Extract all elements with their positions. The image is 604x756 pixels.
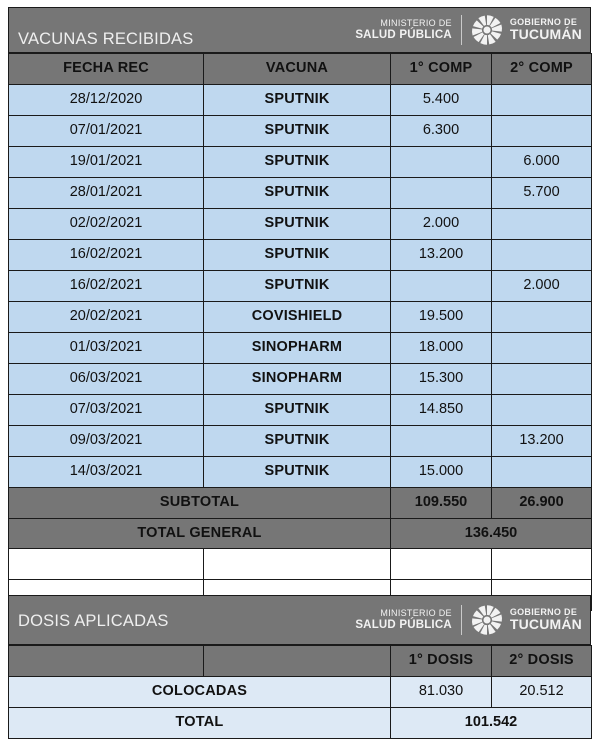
table-row xyxy=(9,209,592,240)
cell-vacuna: SPUTNIK xyxy=(204,209,391,240)
cell-comp1: 15.000 xyxy=(391,457,492,488)
logo-divider xyxy=(461,605,462,635)
cell-vacuna: SPUTNIK xyxy=(204,240,391,271)
table-row xyxy=(9,395,592,426)
cell-vacuna: SPUTNIK xyxy=(204,271,391,302)
cell-comp2 xyxy=(492,457,592,488)
table-row xyxy=(9,457,592,488)
cell-vacuna: SPUTNIK xyxy=(204,395,391,426)
empty-cell xyxy=(492,549,592,580)
cell-comp1: 14.850 xyxy=(391,395,492,426)
cell-fecha: 01/03/2021 xyxy=(9,333,204,364)
gobierno-line2: TUCUMÁN xyxy=(509,26,582,43)
subtotal-comp1: 109.550 xyxy=(391,488,492,519)
sunburst-spiral-icon xyxy=(471,14,503,46)
column-header-2-dosis: 2° DOSIS xyxy=(492,646,592,677)
dosis-aplicadas-title-band xyxy=(8,595,591,645)
cell-dosis1: 81.030 xyxy=(391,677,492,708)
cell-vacuna: SPUTNIK xyxy=(204,116,391,147)
subtotal-comp2: 26.900 xyxy=(492,488,592,519)
table-row xyxy=(9,85,592,116)
column-header-1-dosis: 1° DOSIS xyxy=(391,646,492,677)
empty-cell xyxy=(391,549,492,580)
vacunas-recibidas-table xyxy=(8,53,592,550)
table-row xyxy=(9,178,592,209)
total-value: 101.542 xyxy=(391,708,592,739)
total-general-value: 136.450 xyxy=(391,519,592,550)
cell-comp2 xyxy=(492,364,592,395)
cell-comp2: 6.000 xyxy=(492,147,592,178)
cell-fecha: 19/01/2021 xyxy=(9,147,204,178)
cell-vacuna: SINOPHARM xyxy=(204,333,391,364)
table-row xyxy=(9,147,592,178)
cell-fecha: 07/01/2021 xyxy=(9,116,204,147)
ministry-government-logo xyxy=(355,603,582,637)
subtotal-row xyxy=(9,488,592,519)
column-header-blank-2 xyxy=(204,646,391,677)
page-title: VACUNAS RECIBIDAS xyxy=(18,30,194,48)
cell-fecha: 16/02/2021 xyxy=(9,240,204,271)
cell-dosis2: 20.512 xyxy=(492,677,592,708)
ministerio-line2: SALUD PÚBLICA xyxy=(355,28,452,41)
cell-comp1: 15.300 xyxy=(391,364,492,395)
cell-comp1: 5.400 xyxy=(391,85,492,116)
cell-comp1: 19.500 xyxy=(391,302,492,333)
column-header-vacuna: VACUNA xyxy=(204,54,391,85)
dosis-aplicadas-block xyxy=(8,595,591,739)
cell-vacuna: COVISHIELD xyxy=(204,302,391,333)
cell-comp1: 18.000 xyxy=(391,333,492,364)
cell-fecha: 20/02/2021 xyxy=(9,302,204,333)
ministerio-text xyxy=(355,609,461,631)
cell-comp2 xyxy=(492,240,592,271)
cell-comp2 xyxy=(492,209,592,240)
cell-vacuna: SPUTNIK xyxy=(204,147,391,178)
table-row xyxy=(9,271,592,302)
cell-comp2 xyxy=(492,302,592,333)
column-header-fecha-rec: FECHA REC xyxy=(9,54,204,85)
column-header-blank-1 xyxy=(9,646,204,677)
total-general-row xyxy=(9,519,592,550)
table-row xyxy=(9,426,592,457)
cell-comp1: 13.200 xyxy=(391,240,492,271)
cell-comp1: 2.000 xyxy=(391,209,492,240)
empty-cell xyxy=(204,549,391,580)
cell-comp2: 2.000 xyxy=(492,271,592,302)
cell-vacuna: SPUTNIK xyxy=(204,178,391,209)
total-row xyxy=(9,708,592,739)
cell-fecha: 14/03/2021 xyxy=(9,457,204,488)
cell-fecha: 07/03/2021 xyxy=(9,395,204,426)
empty-row xyxy=(9,549,592,580)
gobierno-text xyxy=(510,18,582,42)
ministerio-line2: SALUD PÚBLICA xyxy=(355,618,452,631)
cell-comp1: 6.300 xyxy=(391,116,492,147)
ministerio-text xyxy=(355,19,461,41)
table-row xyxy=(9,677,592,708)
cell-comp1 xyxy=(391,426,492,457)
ministry-government-logo xyxy=(355,13,582,47)
total-general-label: TOTAL GENERAL xyxy=(9,519,391,550)
table-header-row xyxy=(9,646,592,677)
ministerio-line1: MINISTERIO DE xyxy=(380,608,452,619)
vacunas-recibidas-block xyxy=(8,7,591,550)
ministerio-line1: MINISTERIO DE xyxy=(380,18,452,29)
cell-comp2: 5.700 xyxy=(492,178,592,209)
table-header-row xyxy=(9,54,592,85)
logo-divider xyxy=(461,15,462,45)
cell-fecha: 02/02/2021 xyxy=(9,209,204,240)
cell-fecha: 16/02/2021 xyxy=(9,271,204,302)
cell-comp1 xyxy=(391,271,492,302)
table-row xyxy=(9,240,592,271)
gobierno-text xyxy=(510,608,582,632)
subtotal-label: SUBTOTAL xyxy=(9,488,391,519)
cell-comp1 xyxy=(391,147,492,178)
cell-comp2 xyxy=(492,395,592,426)
cell-fecha: 09/03/2021 xyxy=(9,426,204,457)
gobierno-line1: GOBIERNO DE xyxy=(509,606,578,617)
table-row xyxy=(9,333,592,364)
total-label: TOTAL xyxy=(9,708,391,739)
cell-vacuna: SPUTNIK xyxy=(204,426,391,457)
cell-fecha: 06/03/2021 xyxy=(9,364,204,395)
cell-vacuna: SPUTNIK xyxy=(204,457,391,488)
cell-comp2 xyxy=(492,333,592,364)
cell-fecha: 28/01/2021 xyxy=(9,178,204,209)
table-row xyxy=(9,116,592,147)
table-row xyxy=(9,364,592,395)
column-header-1-comp: 1° COMP xyxy=(391,54,492,85)
column-header-2-comp: 2° COMP xyxy=(492,54,592,85)
empty-cell xyxy=(9,549,204,580)
cell-vacuna: SINOPHARM xyxy=(204,364,391,395)
section-title: DOSIS APLICADAS xyxy=(18,612,169,630)
cell-comp1 xyxy=(391,178,492,209)
cell-comp2: 13.200 xyxy=(492,426,592,457)
dosis-aplicadas-table xyxy=(8,645,592,739)
cell-vacuna: SPUTNIK xyxy=(204,85,391,116)
table-row xyxy=(9,302,592,333)
gobierno-line1: GOBIERNO DE xyxy=(509,16,578,27)
vacunas-recibidas-title-band xyxy=(8,7,591,53)
cell-comp2 xyxy=(492,116,592,147)
cell-fecha: 28/12/2020 xyxy=(9,85,204,116)
cell-colocadas-label: COLOCADAS xyxy=(9,677,391,708)
sunburst-spiral-icon xyxy=(471,604,503,636)
cell-comp2 xyxy=(492,85,592,116)
gobierno-line2: TUCUMÁN xyxy=(509,616,582,633)
